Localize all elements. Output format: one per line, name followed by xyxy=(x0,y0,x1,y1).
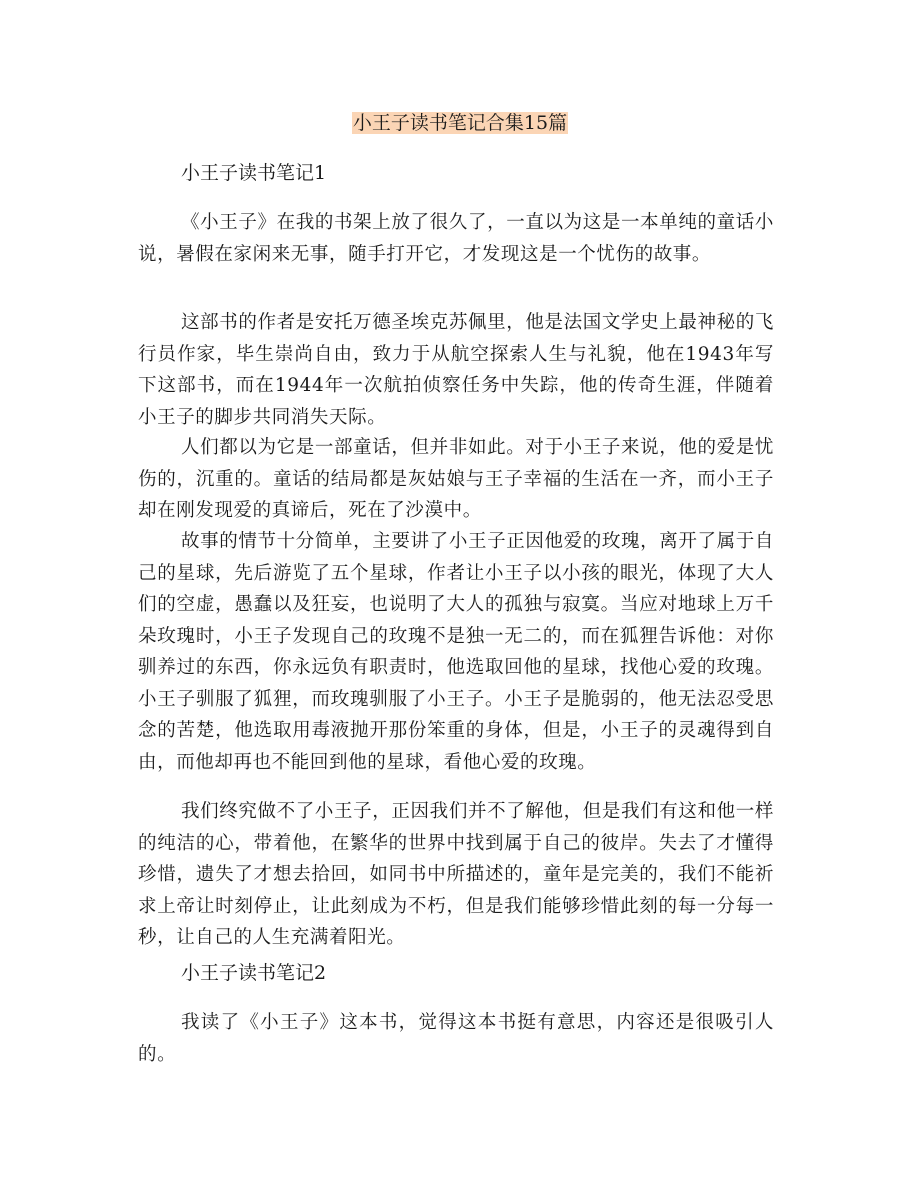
paragraph-text: 《小王子》在我的书架上放了很久了，一直以为这是一本单纯的童话小说，暑假在家闲来无事，随手打开它，才发现这是一个忧伤的故事。 xyxy=(138,212,774,265)
document-title xyxy=(0,110,920,136)
section-2-paragraph-1 xyxy=(138,1007,774,1070)
paragraph-text: 人们都以为它是一部童话，但并非如此。对于小王子来说，他的爱是忧伤的，沉重的。童话的结局都是灰姑娘与王子幸福的生活在一齐，而小王子却在刚发现爱的真谛后，死在了沙漠中。 xyxy=(138,437,774,521)
section-1-paragraph-1 xyxy=(138,207,774,270)
section-1-paragraph-2 xyxy=(138,307,774,433)
section-heading-1: 小王子读书笔记1 xyxy=(181,162,327,184)
section-1-paragraph-4 xyxy=(138,526,774,778)
section-heading-2: 小王子读书笔记2 xyxy=(181,962,327,984)
section-1-paragraph-3 xyxy=(138,432,774,527)
paragraph-text: 这部书的作者是安托万德圣埃克苏佩里，他是法国文学史上最神秘的飞行员作家，毕生崇尚自由，致力于从航空探索人生与礼貌，他在1943年写下这部书，而在1944年一次航拍侦察任务中失踪，他的传奇生涯，伴随着小王子的脚步共同消失天际。 xyxy=(138,312,774,428)
paragraph-text: 我读了《小王子》这本书，觉得这本书挺有意思，内容还是很吸引人的。 xyxy=(138,1012,774,1065)
paragraph-text: 我们终究做不了小王子，正因我们并不了解他，但是我们有这和他一样的纯洁的心，带着他，在繁华的世界中找到属于自己的彼岸。失去了才懂得珍惜，遗失了才想去拾回，如同书中所描述的，童年是完美的，我们不能祈求上帝让时刻停止，让此刻成为不朽，但是我们能够珍惜此刻的每一分每一秒，让自己的人生充满着阳光。 xyxy=(138,801,774,948)
paragraph-text: 故事的情节十分简单，主要讲了小王子正因他爱的玫瑰，离开了属于自己的星球，先后游览了五个星球，作者让小王子以小孩的眼光，体现了大人们的空虚，愚蠢以及狂妄，也说明了大人的孤独与寂寞。当应对地球上万千朵玫瑰时，小王子发现自己的玫瑰不是独一无二的，而在狐狸告诉他：对你驯养过的东西，你永远负有职责时，他选取回他的星球，找他心爱的玫瑰。小王子驯服了狐狸，而玫瑰驯服了小王子。小王子是脆弱的，他无法忍受思念的苦楚，他选取用毒液抛开那份笨重的身体，但是，小王子的灵魂得到自由，而他却再也不能回到他的星球，看他心爱的玫瑰。 xyxy=(138,531,774,773)
section-1-paragraph-5 xyxy=(138,796,774,954)
document-title-text: 小王子读书笔记合集15篇 xyxy=(352,112,568,134)
